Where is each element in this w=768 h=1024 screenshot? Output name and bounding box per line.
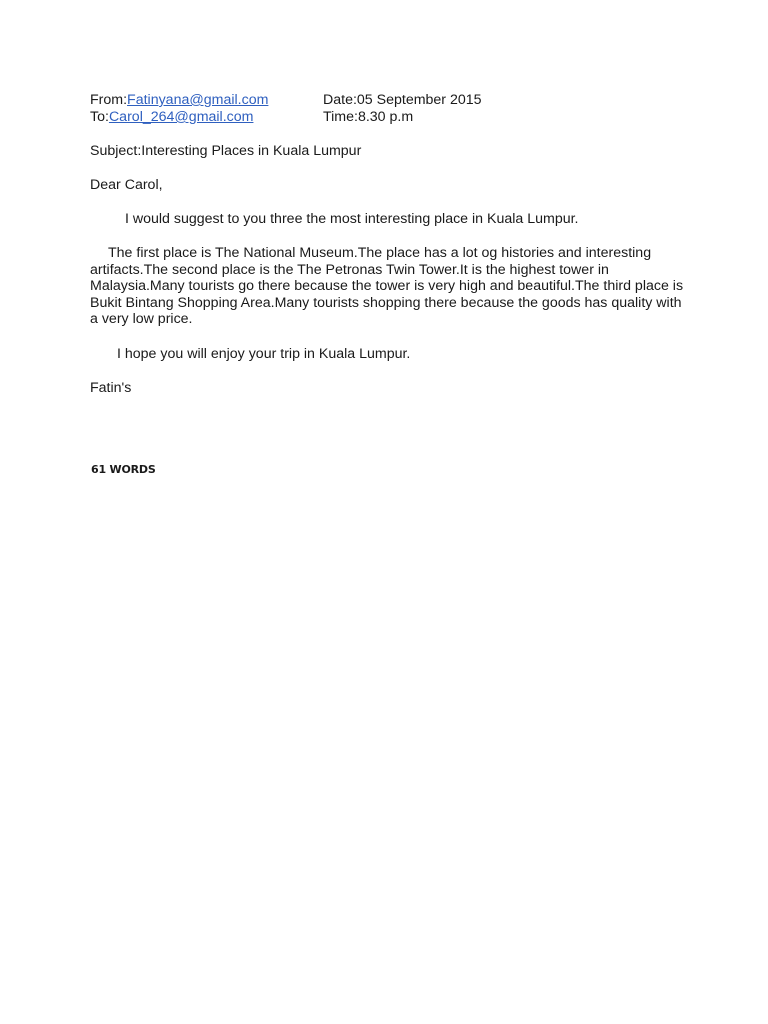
greeting: Dear Carol,: [90, 177, 163, 193]
date-text: Date:05 September 2015: [323, 92, 482, 108]
from-label: From:: [90, 92, 128, 108]
from-line: [90, 91, 268, 109]
to-label: To:: [90, 109, 109, 125]
closing-paragraph: I hope you will enjoy your trip in Kuala Lumpur.: [117, 346, 411, 362]
from-email-link[interactable]: Fatinyana@gmail.com: [127, 92, 269, 108]
body-paragraph: [90, 245, 690, 328]
intro-paragraph: I would suggest to you three the most interesting place in Kuala Lumpur.: [125, 211, 579, 227]
to-email-link[interactable]: Carol_264@gmail.com: [108, 109, 254, 125]
body-line: Bukit Bintang Shopping Area.Many tourists shopping there because the goods has quality with: [90, 294, 682, 311]
word-count: 61 WORDS: [91, 463, 156, 476]
body-line: Malaysia.Many tourists go there because the tower is very high and beautiful.The third place is: [90, 278, 684, 295]
body-line: artifacts.The second place is the The Petronas Twin Tower.It is the highest tower in: [90, 261, 609, 278]
to-line: [90, 108, 253, 126]
time-text: Time:8.30 p.m: [323, 109, 414, 125]
body-line: a very low price.: [90, 311, 193, 328]
subject-line: Subject:Interesting Places in Kuala Lumpur: [90, 143, 362, 159]
signature: Fatin's: [90, 380, 132, 396]
body-line: The first place is The National Museum.The place has a lot og histories and interesting: [108, 245, 652, 261]
